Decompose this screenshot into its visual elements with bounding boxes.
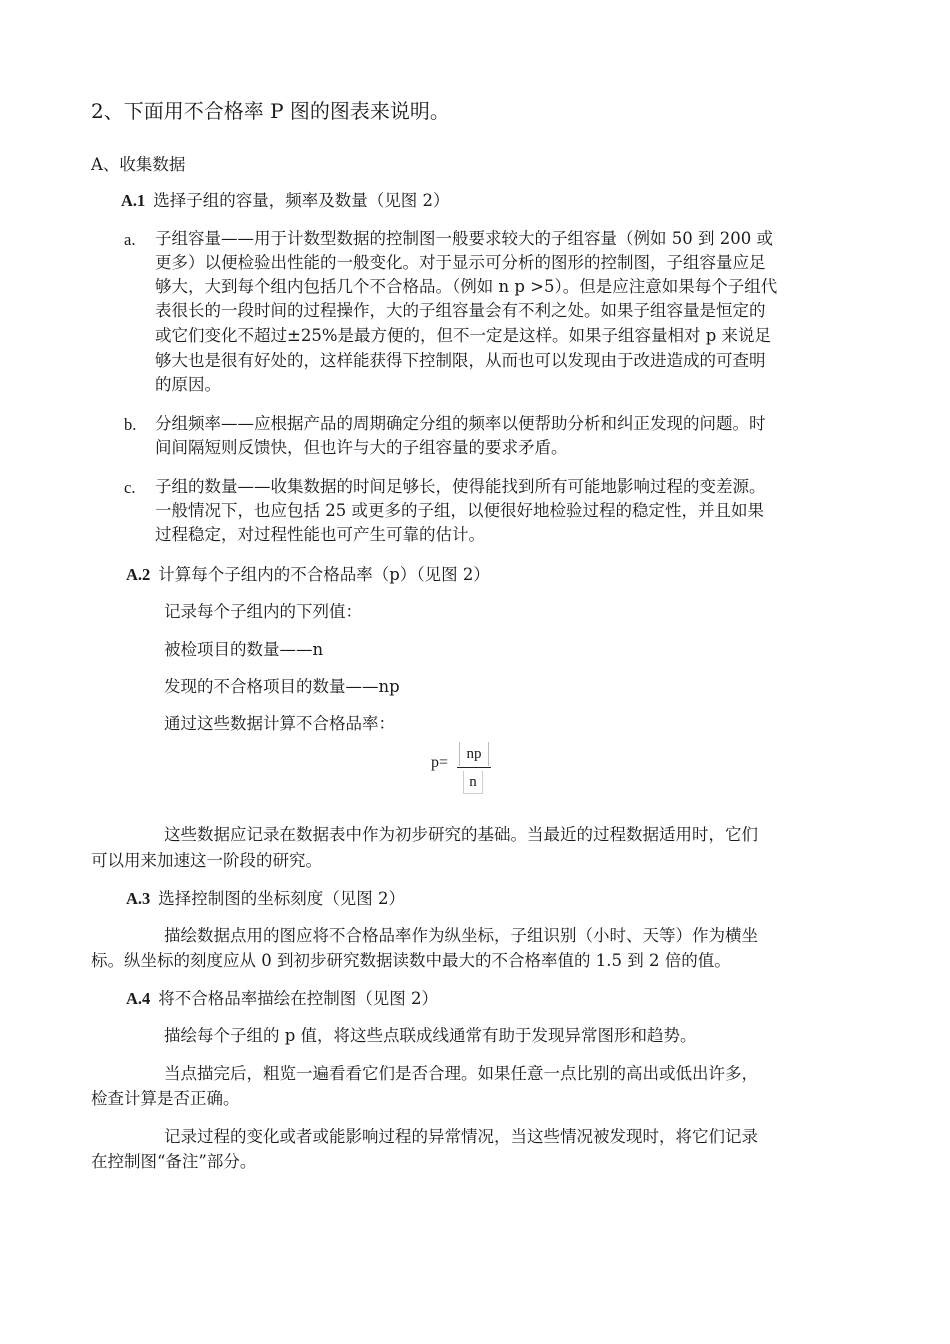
item-a-line: 的原因。 (155, 375, 221, 394)
section-a-title: A、收集数据 (91, 155, 186, 174)
item-c-line: 过程稳定，对过程性能也可产生可靠的估计。 (155, 525, 485, 544)
a2-text: 发现的不合格项目的数量——np (164, 677, 400, 696)
formula-denominator: n (463, 771, 483, 794)
a4-paragraph-3-line: 记录过程的变化或者或能影响过程的异常情况，当这些情况被发现时，将它们记录 (164, 1127, 758, 1146)
a2-text: 通过这些数据计算不合格品率： (164, 714, 395, 733)
list-marker-b: b. (124, 415, 137, 434)
a2-paragraph-line: 可以用来加速这一阶段的研究。 (91, 851, 322, 870)
a4-paragraph-2-line: 检查计算是否正确。 (91, 1089, 240, 1108)
item-a-line: 更多）以便检验出性能的一般变化。对于显示可分析的图形的控制图，子组容量应足 (155, 253, 766, 272)
a4-paragraph-3-line: 在控制图“备注”部分。 (91, 1152, 257, 1171)
formula-lhs: p= (431, 754, 449, 771)
item-c-line: 子组的数量——收集数据的时间足够长，使得能找到所有可能地影响过程的变差源。 (155, 477, 766, 496)
p-formula (431, 742, 501, 794)
a1-number: A.1 (121, 191, 146, 210)
a3-paragraph-line: 标。纵坐标的刻度应从 0 到初步研究数据读数中最大的不合格率值的 1.5 到 2 倍的值。 (91, 951, 731, 970)
a2-paragraph-line: 这些数据应记录在数据表中作为初步研究的基础。当最近的过程数据适用时，它们 (164, 825, 758, 844)
a2-heading (126, 564, 490, 586)
a4-number: A.4 (126, 989, 151, 1008)
fraction-bar (457, 767, 491, 768)
a3-heading (126, 888, 405, 910)
a4-paragraph-1: 描绘每个子组的 p 值，将这些点联成线通常有助于发现异常图形和趋势。 (164, 1026, 697, 1045)
a3-paragraph-line: 描绘数据点用的图应将不合格品率作为纵坐标，子组识别（小时、天等）作为横坐 (164, 926, 758, 945)
item-a-line: 够大也是很有好处的，这样能获得下控制限，从而也可以发现由于改进造成的可查明 (155, 351, 766, 370)
a2-title: 计算每个子组内的不合格品率（p）（见图 2） (158, 565, 490, 584)
a1-title: 选择子组的容量，频率及数量（见图 2） (153, 191, 450, 210)
item-a-line: 或它们变化不超过±25%是最方便的，但不一定是这样。如果子组容量相对 p 来说足 (155, 326, 772, 345)
page-heading: 2、下面用不合格率 P 图的图表来说明。 (91, 99, 450, 123)
a2-text: 被检项目的数量——n (164, 640, 324, 659)
list-marker-c: c. (124, 478, 136, 497)
a1-heading (121, 190, 450, 212)
item-a-line: 够大，大到每个组内包括几个不合格品。（例如 n p >5）。但是应注意如果每个子组代 (155, 277, 778, 296)
item-c-line: 一般情况下，也应包括 25 或更多的子组，以便很好地检验过程的稳定性，并且如果 (155, 501, 764, 520)
a4-heading (126, 988, 438, 1010)
formula-numerator: np (459, 742, 489, 766)
list-marker-a: a. (124, 230, 136, 249)
item-b-line: 间间隔短则反馈快，但也许与大的子组容量的要求矛盾。 (155, 438, 568, 457)
a4-paragraph-2-line: 当点描完后，粗览一遍看看它们是否合理。如果任意一点比别的高出或低出许多， (164, 1064, 758, 1083)
a2-text: 记录每个子组内的下列值： (164, 602, 362, 621)
item-a-line: 表很长的一段时间的过程操作，大的子组容量会有不利之处。如果子组容量是恒定的 (155, 301, 766, 320)
item-a-line: 子组容量——用于计数型数据的控制图一般要求较大的子组容量（例如 50 到 200 或 (155, 229, 773, 248)
a4-title: 将不合格品率描绘在控制图（见图 2） (158, 989, 439, 1008)
a2-number: A.2 (126, 565, 151, 584)
a3-title: 选择控制图的坐标刻度（见图 2） (158, 889, 406, 908)
a3-number: A.3 (126, 889, 151, 908)
item-b-line: 分组频率——应根据产品的周期确定分组的频率以便帮助分析和纠正发现的问题。时 (155, 414, 766, 433)
